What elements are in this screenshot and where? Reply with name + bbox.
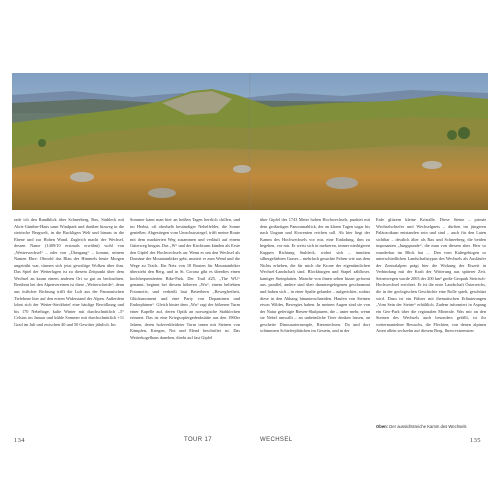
body-paragraph: über Gipfel des 1743 Meter hohen Hochwechsels, punktet mit dem großartigen Panoramablick, der an klaren Tagen sogar bis nach Ungarn und Slowenien reichen soll. Ab hier liegt der Kamm des Hochwechsels vor mir, eine Einladung, ihm zu begehen, vor mir. Er weist sich in mehreren, immer niedrigeren Kuppen Richtung Stuhleck, wobei sich – inmitten silbergefärbten Grases – mehrfach gesuchte Felsen wie aus dem Nichts erheben, die für mich die Krone der eigentümlichen Wechsel-Landschaft sind. Blockburgen und Stapel zählloser, kantiger Steinplatten. Manche von ihnen sehen bizarr geformt aus, parallel, andere sind über daruntergelegenen geschrammt und haben sich – in einer Spalte gelandet – aufgerichtet, sodass diese in den Abhang hinunterschneiden. Haufen von Steinen etwas Wildes, Bewegtes haben. In meinen Augen sind sie von der Natur gefertigte Riesen-Skulpturen, die – unter mehr, wenn sie Nebel umwallt – an unheimliche Tiere denken lassen, an gescheite Dinosaurierrumpfe, Riesenechsen. Da und dort schimmern Schieferplättchen im Gestein, und in der (260, 217, 370, 334)
photo-caption (376, 424, 488, 430)
caption-prefix: Oben: (376, 424, 389, 429)
page-number-right: 135 (470, 437, 481, 444)
book-gutter (249, 73, 251, 210)
page-number-left: 134 (14, 437, 25, 444)
body-paragraph: rade ich den Rundblick über Schneeberg, Rax, Stuhleck mit Alois-Günther-Haus samt Windpark und darüber hinweg in die steirische Bergwelt, in die Buckligen Welt und hinaus in die Ebene und zur Hohen Wand. Zugleich macht der Wechsel, dessen Name (1409/10 erstmals erwähnt) wohl von „Wetterwechsel“ – oder von „Übergang“ – kommt, seinem Namen Ehre: Obwohl das Blau des Himmels heute Morgen ungetrübt war, türmen sich jetzt gewaltige Wolken über ihm. Das Spiel der Wetterlagen ist zu diesem Zeitpunkt über dem Wechsel an kaum einem anderen Ort so gut zu beobachten. Berühmt bei den Alpenvereinen ist diese „Wetterscheide“, denn aus östlicher Richtung trifft die Luft aus der Pannonischen Tiefebene hier auf den ersten Widerstand der Alpen. Außerdem lohnt sich der Wetter-Steckbrief eine häufige Bewölkung und bis 170 Nebeltage, kalte Winter mit durchschnittlich –5° Celsius im Januar und kühle Sommer mit durchschnittlich +11 Grad im Juli und zwischen 40 und 50 Gewitter jährlich. Im (14, 217, 124, 327)
text-column-1 (14, 217, 124, 432)
running-footer-section: WECHSEL (260, 437, 293, 443)
running-footer-tour: TOUR 17 (184, 437, 213, 443)
text-column-3 (260, 217, 370, 432)
text-column-4 (376, 217, 486, 421)
body-paragraph: Erde glitzern kleine Kristalle. Diese Steine – primär Wechselschiefer und Wechselgneis – dürften im jüngeren Paläozoikum entstanden sein und sind – auch für den Laien sichtbar – deutlich älter als Rax und Schneeberg, die beiden imposanten „Jungspunde“, die man von diesem aber. Herr so wunderbar im Blick hat … Den vom Kaltegebirgen so unterschiedlichen Landschaftstypus des Wechsels als Ausläufer der Zentralalpen prägt hier die Wirkung der Eiszeit in Verbindung mit der Kraft der Witterung aus späterer Zeit. Seinetwegen wurde 2003 der 200 km² große Geopark Steirisch-Hochwechsel errichtet. Er ist die erste Landschaft Österreichs, die in der geologischen Geschichte eine Rolle spielt, geschützt wird. Dazu ist ein Führer mit thematischen Erläuterungen „Vom Sein der Steine“ erhältlich. Zudem informiert in Aspang ein Geo-Park über die regionalen Minerale. Was mir an den Steinen des Wechsels auch besonders gefällt, ist ihr wettermantelner Bewuchs, die Flechten, von denen alpinen Arten allein sechzehn auf diesem Berg. Ihren extremsten (376, 217, 486, 334)
caption-text: Der aussichtsreiche Kamm des Wechsels (389, 424, 467, 429)
text-column-2 (130, 217, 240, 432)
body-paragraph: Sommer kann man hier an heißen Tagen herrlich chillen, und im Herbst, oft oberhalb beständiger Nebelfelder, die Sonne genießen. Abgestiegen vom Umschussriegel, trifft meine Route mit dem markierten Weg zusammen und verläuft auf einem Güterweg bergan. Das „W“ und der Kirchturm künden als Erste den Gipfel des Hochwechsels an: Wenn es um den Wechsel als Domäne der Mountainbiker geht, mutiert er zum Wend und die Wege zu Trails. Ein Netz von 18 Routen für Mountainbiker überzieht den Berg, und in St. Corona gibt es überdies einen hochfrequentierten Bike-Park. Der Trail #25, „The WU“ genannt, beginnt bei diesem höheren „Wu“, einem beliebten Fotomotiv, und verheißt laut Betreibern „Bewegfreiheit, Glücksmoment und eine Party von Dopaminen und Endorphinen“. Gleich hinter dem „Wu“ ragt der hölzerne Turm einer Kapelle auf, deren Optik an norwegische Stabkirchen erinnert. Das ist eine Kriegsopfergedenkstätte aus den 1960er Jahren, deren holzverkleideter Turm innen mit Steinen von Kämpfen, Kriegen, Not und Elend beschriftet ist. Das Wetterkogelhaus daneben, direkt auf fast Gipfel (130, 217, 240, 340)
